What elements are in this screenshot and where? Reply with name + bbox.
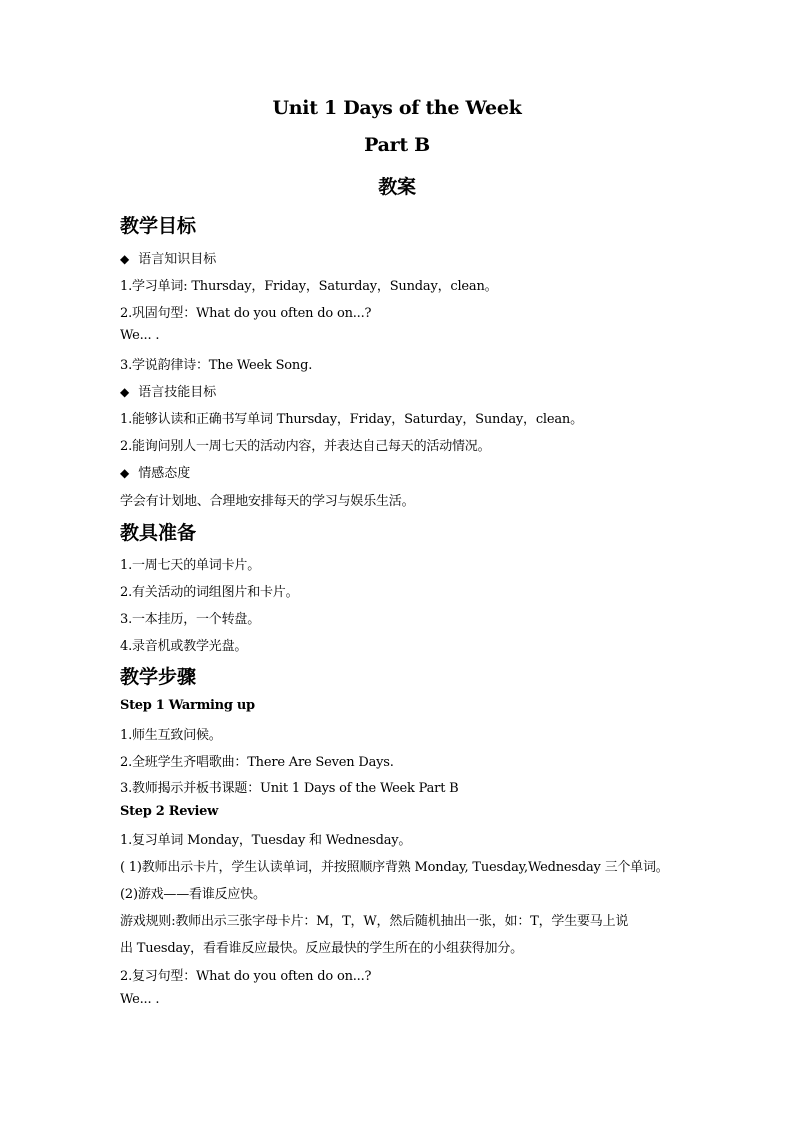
bullet-label: 语言技能目标 — [138, 385, 217, 400]
bullet-label: 情感态度 — [138, 466, 191, 481]
document-part: Part B — [364, 134, 430, 156]
list-item: 1.复习单词 Monday，Tuesday 和 Wednesday。 — [120, 833, 412, 848]
section-heading-goals: 教学目标 — [120, 215, 197, 237]
section-heading-materials: 教具准备 — [120, 522, 197, 544]
goal-skills-label — [120, 381, 216, 400]
goal-attitude-label — [120, 462, 190, 481]
list-item: 学会有计划地、合理地安排每天的学习与娱乐生活。 — [120, 494, 415, 509]
goal-knowledge-label — [120, 248, 216, 267]
list-item: 3.学说韵律诗：The Week Song. — [120, 358, 313, 373]
list-item: We... . — [120, 328, 160, 343]
list-item: 4.录音机或教学光盘。 — [120, 639, 248, 654]
list-item: 3.一本挂历，一个转盘。 — [120, 612, 261, 627]
list-item: 2.复习句型：What do you often do on...? — [120, 969, 372, 984]
diamond-bullet-icon: ◆ — [120, 252, 130, 266]
step-title: Step 1 Warming up — [120, 698, 255, 713]
step-title: Step 2 Review — [120, 804, 218, 819]
document-title: Unit 1 Days of the Week — [272, 97, 522, 119]
diamond-bullet-icon: ◆ — [120, 466, 130, 480]
section-heading-steps: 教学步骤 — [120, 666, 197, 688]
list-item: 1.一周七天的单词卡片。 — [120, 558, 261, 573]
list-item: 1.师生互致问候。 — [120, 728, 222, 743]
bullet-label: 语言知识目标 — [138, 252, 217, 267]
diamond-bullet-icon: ◆ — [120, 385, 130, 399]
list-item: (2)游戏——看谁反应快。 — [120, 887, 266, 902]
list-item: 1.学习单词: Thursday，Friday，Saturday，Sunday，clean。 — [120, 279, 498, 294]
list-item: 2.巩固句型：What do you often do on...? — [120, 306, 372, 321]
list-item: 2.有关活动的词组图片和卡片。 — [120, 585, 299, 600]
document-type: 教案 — [378, 176, 416, 198]
list-item: 2.全班学生齐唱歌曲：There Are Seven Days. — [120, 755, 394, 770]
list-item: 游戏规则:教师出示三张字母卡片：M，T，W，然后随机抽出一张，如：T，学生要马上说 — [120, 914, 629, 929]
list-item: 出 Tuesday，看看谁反应最快。反应最快的学生所在的小组获得加分。 — [120, 941, 523, 956]
list-item: 1.能够认读和正确书写单词 Thursday，Friday，Saturday，Sunday，clean。 — [120, 412, 583, 427]
list-item: 3.教师揭示并板书课题：Unit 1 Days of the Week Part B — [120, 781, 459, 796]
list-item: ( 1)教师出示卡片，学生认读单词，并按照顺序背熟 Monday, Tuesday,Wednesday 三个单词。 — [120, 860, 669, 875]
list-item: We... . — [120, 992, 160, 1007]
list-item: 2.能询问别人一周七天的活动内容，并表达自己每天的活动情况。 — [120, 439, 491, 454]
